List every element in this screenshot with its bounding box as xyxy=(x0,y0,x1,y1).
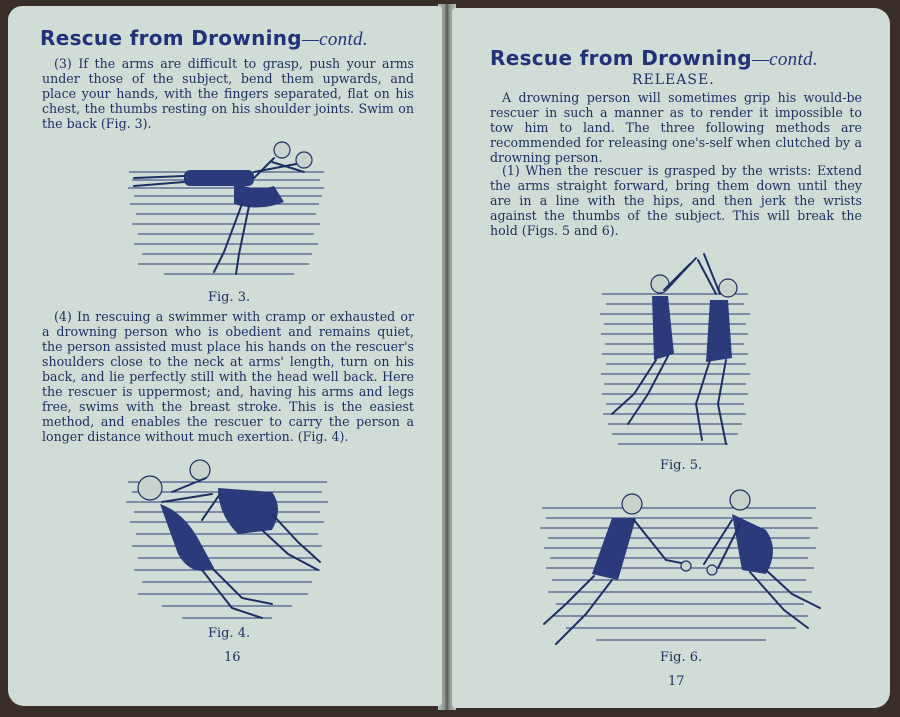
left-page-number: 16 xyxy=(224,650,241,665)
release-intro: A drowning person will sometimes grip his would-be rescuer in such a manner as to render it impossible to tow him to land. The three following methods are recommended for releasing one's-self when clutched by a drowning person. xyxy=(490,90,862,165)
figure-4-caption: Fig. 4. xyxy=(208,626,251,641)
left-heading-text: Rescue from Drowning xyxy=(40,26,302,50)
figure-5-illustration xyxy=(598,244,758,454)
left-heading-contd: —contd. xyxy=(301,29,368,50)
left-page xyxy=(8,6,442,706)
figure-3-illustration xyxy=(124,142,334,292)
figure-3-caption: Fig. 3. xyxy=(208,290,251,305)
release-subheading: RELEASE. xyxy=(632,72,715,88)
right-page-number: 17 xyxy=(668,674,685,689)
right-heading-contd: —contd. xyxy=(751,49,818,70)
figure-6-illustration xyxy=(536,484,826,654)
right-page xyxy=(452,8,890,708)
figure-4-illustration xyxy=(122,458,342,628)
left-page-heading xyxy=(40,26,368,51)
paragraph-4: (4) In rescuing a swimmer with cramp or exhausted or a drowning person who is obedient and remains quiet, the person assisted must place his hands on the rescuer's shoulders close to the neck at arms' length, turn on his back, and lie perfectly still with the head well back. Here the rescuer is uppermost; and, having his arms and legs free, swims with the breast stroke. This is the easiest method, and enables the rescuer to carry the person a longer distance without much exertion. (Fig. 4). xyxy=(42,309,414,444)
figure-6-caption: Fig. 6. xyxy=(660,650,703,665)
right-heading-text: Rescue from Drowning xyxy=(490,46,752,70)
figure-5-caption: Fig. 5. xyxy=(660,458,703,473)
paragraph-3: (3) If the arms are difficult to grasp, push your arms under those of the subject, bend them upwards, and place your hands, with the fingers separated, flat on his chest, the thumbs resting on his shoulder joints. Swim on the back (Fig. 3). xyxy=(42,56,414,131)
release-method-1: (1) When the rescuer is grasped by the wrists: Extend the arms straight forward, bring them down until they are in a line with the hips, and then jerk the wrists against the thumbs of the subject. This will break the hold (Figs. 5 and 6). xyxy=(490,163,862,238)
right-page-heading xyxy=(490,46,818,71)
